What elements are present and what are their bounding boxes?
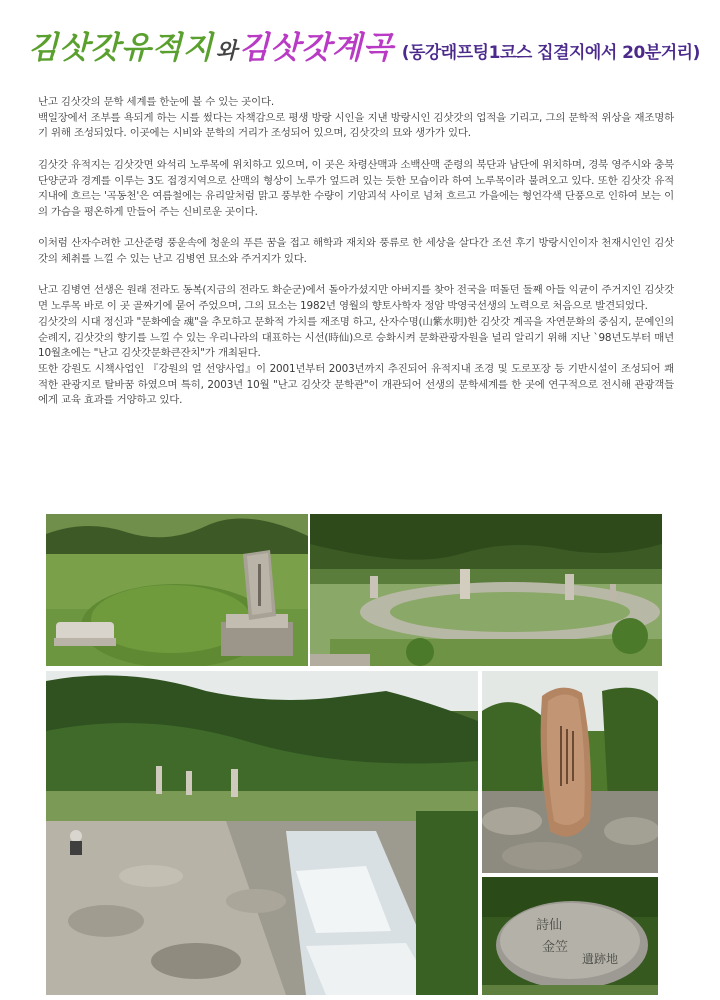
paragraph-3: [38, 236, 674, 267]
svg-text:金笠: 金笠: [542, 940, 569, 955]
title-kimsatgat-historic-site: 김삿갓유적지: [28, 30, 214, 66]
svg-text:詩仙: 詩仙: [536, 918, 563, 933]
engraved-rock-photo: [482, 877, 658, 995]
svg-text:遺跡地: 遺跡地: [582, 952, 619, 966]
paragraph-1: [38, 95, 674, 142]
title-connector: 와: [215, 38, 237, 64]
paragraph-line: 김삿갓 유적지는 김삿갓면 와석리 노루목에 위치하고 있으며, 이 곳은 차령산맥과 소백산맥 준령의 북단과 남단에 위치하며, 경북 영주시와 충북 단양군과 경계를 이루는 3도 접경지역으로 산맥의 형상이 노루가 엎드려 있는 듯한 모습이라 하여 노루목이라 불려오고 있다. 또한 김삿갓 유적지내에 흐르는 '곡동천'은 여름철에는 유리알처럼 맑고 풍부한 수량이 기암괴석 사이로 넘쳐 흐르고 가을에는 형언각색 단풍으로 인하여 보는 이의 가슴을 평온하게 만들어 주는 신비로운 곳이다.: [38, 158, 674, 218]
page-subtitle: (동강래프팅1코스 집결지에서 20분거리): [401, 43, 700, 63]
paragraph-line: 난고 김삿갓의 문학 세계를 한눈에 볼 수 있는 곳이다.: [38, 96, 275, 108]
page-header: [28, 22, 698, 74]
grave-mound-photo: [46, 514, 308, 666]
paragraph-line: 난고 김병연 선생은 원래 전라도 동복(지금의 전라도 화순군)에서 돌아가셨지만 아버지를 찾아 전국을 떠돌던 둘째 아들 익균이 주거지인 김삿갓면 노루목 바로 이 곳 골짜기에 묻어 주었으며, 그의 묘소는 1982년 영월의 향토사학자 정암 박영국선생의 노력으로 처음으로 발견되었다.: [38, 284, 674, 313]
valley-stream-photo: [46, 671, 478, 995]
title-kimsatgat-valley: 김삿갓계곡: [238, 30, 394, 66]
paragraph-4: [38, 283, 674, 409]
article-body: [38, 95, 674, 409]
paragraph-line: 김삿갓의 시대 정신과 "문화예술 魂"을 추모하고 문화적 가치를 재조명 하고, 산자수명(山紫水明)한 김삿갓 계곡을 자연문화의 중심지, 문예인의 순례지, 김삿갓의 향기를 느낄 수 있는 우리나라의 대표하는 시선(時仙)으로 승화시켜 문화관광자원을 널리 알리기 위해 지난 `98년도부터 매년 10월초에는 "난고 김삿갓문화큰잔치"가 개최된다.: [38, 315, 675, 360]
paragraph-2: [38, 158, 674, 221]
paragraph-line: 백일장에서 조부를 욕되게 하는 시를 썼다는 자책감으로 평생 방랑 시인을 지낸 방랑시인 김삿갓의 업적을 기리고, 그의 문학적 위상을 재조명하기 위해 조성되었다. 이곳에는 시비와 문학의 거리가 조성되어 있으며, 김삿갓의 묘와 생가가 있다.: [38, 111, 674, 140]
paragraph-line: 이처럼 산자수려한 고산준령 풍운속에 청운의 푸른 꿈을 접고 해학과 재치와 풍류로 한 세상을 살다간 조선 후기 방랑시인이자 천재시인인 김삿갓의 체취를 느낄 수 있는 난고 김병연 묘소와 주거지가 있다.: [38, 237, 674, 265]
standing-stone-photo: [482, 671, 658, 873]
paragraph-line: 또한 강원도 시책사업인 『강원의 얼 선양사업』이 2001년부터 2003년까지 추진되어 유적지내 조경 및 도로포장 등 기반시설이 조성되어 쾌적한 관광지로 탈바꿈 하였으며 특히, 2003년 10월 "난고 김삿갓 문학관"이 개관되어 선생의 문학세계를 한 곳에 연구적으로 전시해 관광객들에게 교육 효과를 거양하고 있다.: [38, 362, 674, 407]
literary-park-photo: [310, 514, 662, 666]
